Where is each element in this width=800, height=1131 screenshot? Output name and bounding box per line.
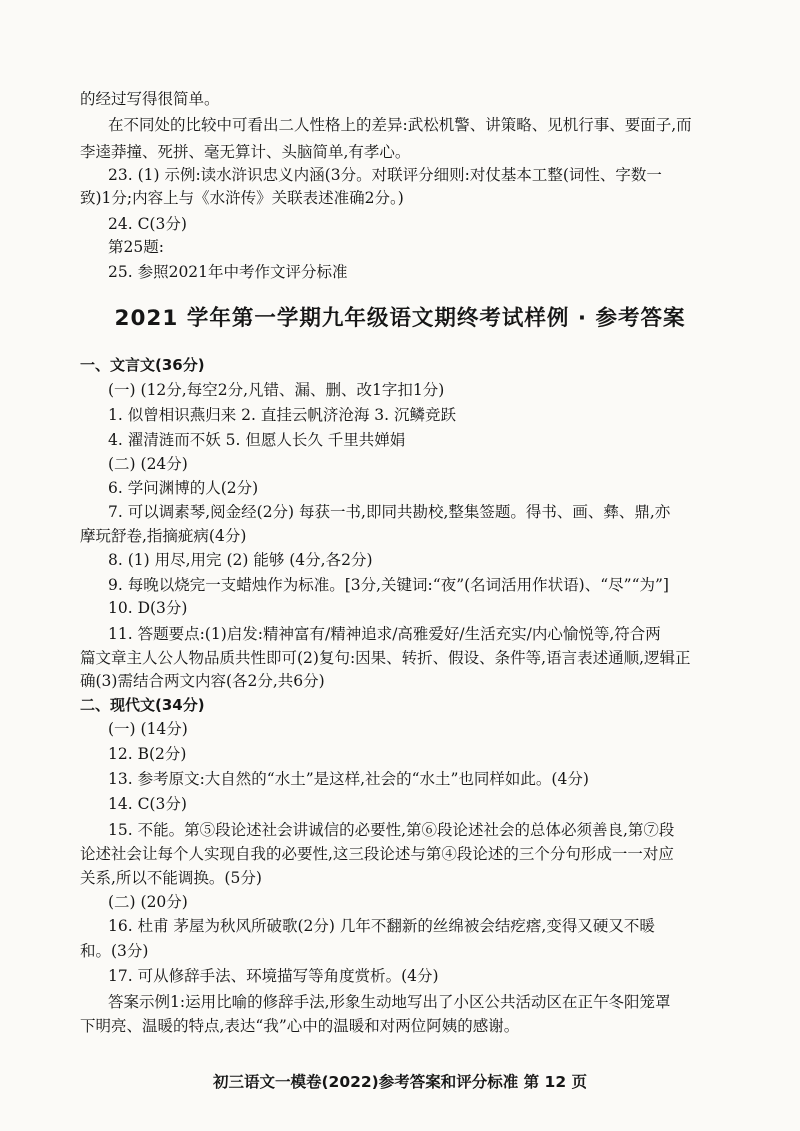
answer-10: 10. D(3分) [108, 599, 188, 617]
answer-7: 7. 可以调素琴,阅金经(2分) 每获一书,即同共勘校,整集签题。得书、画、彝、鼎,亦 [108, 503, 671, 521]
answer-24: 24. C(3分) [108, 215, 187, 233]
part-heading: (二) (24分) [108, 455, 188, 473]
answer-9: 9. 每晚以烧完一支蜡烛作为标准。[3分,关键词:“夜”(名词活用作状语)、“尽”“为”] [108, 576, 669, 594]
answer-13: 13. 参考原文:大自然的“水土”是这样,社会的“水土”也同样如此。(4分) [108, 770, 589, 788]
answer-23-cont: 致)1分;内容上与《水浒传》关联表述准确2分。) [80, 189, 404, 207]
answer-14: 14. C(3分) [108, 795, 187, 813]
part-heading: (一) (14分) [108, 720, 188, 738]
section-heading-classical: 一、文言文(36分) [80, 356, 205, 374]
answer-11-cont: 篇文章主人公人物品质共性即可(2)复句:因果、转折、假设、条件等,语言表述通顺,逻辑正 [80, 649, 691, 667]
answer-15-cont: 关系,所以不能调换。(5分) [80, 869, 262, 887]
answer-11: 11. 答题要点:(1)启发:精神富有/精神追求/高雅爱好/生活充实/内心愉悦等,符合两 [108, 625, 661, 643]
text-line: 在不同处的比较中可看出二人性格上的差异:武松机警、讲策略、见机行事、要面子,而 [108, 116, 692, 134]
text-line: 的经过写得很简单。 [80, 90, 220, 108]
answer-example: 答案示例1:运用比喻的修辞手法,形象生动地写出了小区公共活动区在正午冬阳笼罩 [108, 993, 671, 1011]
answer-1-3: 1. 似曾相识燕归来 2. 直挂云帆济沧海 3. 沉鳞竞跃 [108, 406, 457, 424]
answer-15: 15. 不能。第⑤段论述社会讲诚信的必要性,第⑥段论述社会的总体必须善良,第⑦段 [108, 821, 675, 839]
section-heading-modern: 二、现代文(34分) [80, 696, 205, 714]
answer-11-cont: 确(3)需结合两文内容(各2分,共6分) [80, 672, 325, 690]
answer-25: 25. 参照2021年中考作文评分标准 [108, 263, 348, 281]
answer-17: 17. 可从修辞手法、环境描写等角度赏析。(4分) [108, 967, 439, 985]
question-25-heading: 第25题: [108, 238, 164, 256]
page-title: 2021 学年第一学期九年级语文期终考试样例 · 参考答案 [114, 306, 686, 331]
answer-7-cont: 摩玩舒卷,指摘疵病(4分) [80, 527, 247, 545]
answer-4-5: 4. 濯清涟而不妖 5. 但愿人长久 千里共婵娟 [108, 431, 406, 449]
answer-15-cont: 论述社会让每个人实现自我的必要性,这三段论述与第④段论述的三个分句形成一一对应 [80, 845, 674, 863]
part-heading: (一) (12分,每空2分,凡错、漏、删、改1字扣1分) [108, 381, 445, 399]
answer-12: 12. B(2分) [108, 745, 187, 763]
page-footer: 初三语文一模卷(2022)参考答案和评分标准 第 12 页 [212, 1073, 588, 1091]
answer-16-cont: 和。(3分) [80, 942, 149, 960]
part-heading: (二) (20分) [108, 893, 188, 911]
answer-23: 23. (1) 示例:读水浒识忠义内涵(3分。对联评分细则:对仗基本工整(词性、字数一 [108, 166, 662, 184]
text-line: 李逵莽撞、死拼、毫无算计、头脑简单,有孝心。 [80, 143, 411, 161]
answer-6: 6. 学问渊博的人(2分) [108, 479, 259, 497]
answer-8: 8. (1) 用尽,用完 (2) 能够 (4分,各2分) [108, 551, 373, 569]
answer-16: 16. 杜甫 茅屋为秋风所破歌(2分) 几年不翻新的丝绵被会结疙瘩,变得又硬又不暖 [108, 917, 655, 935]
answer-example-cont: 下明亮、温暖的特点,表达“我”心中的温暖和对两位阿姨的感谢。 [80, 1017, 520, 1035]
